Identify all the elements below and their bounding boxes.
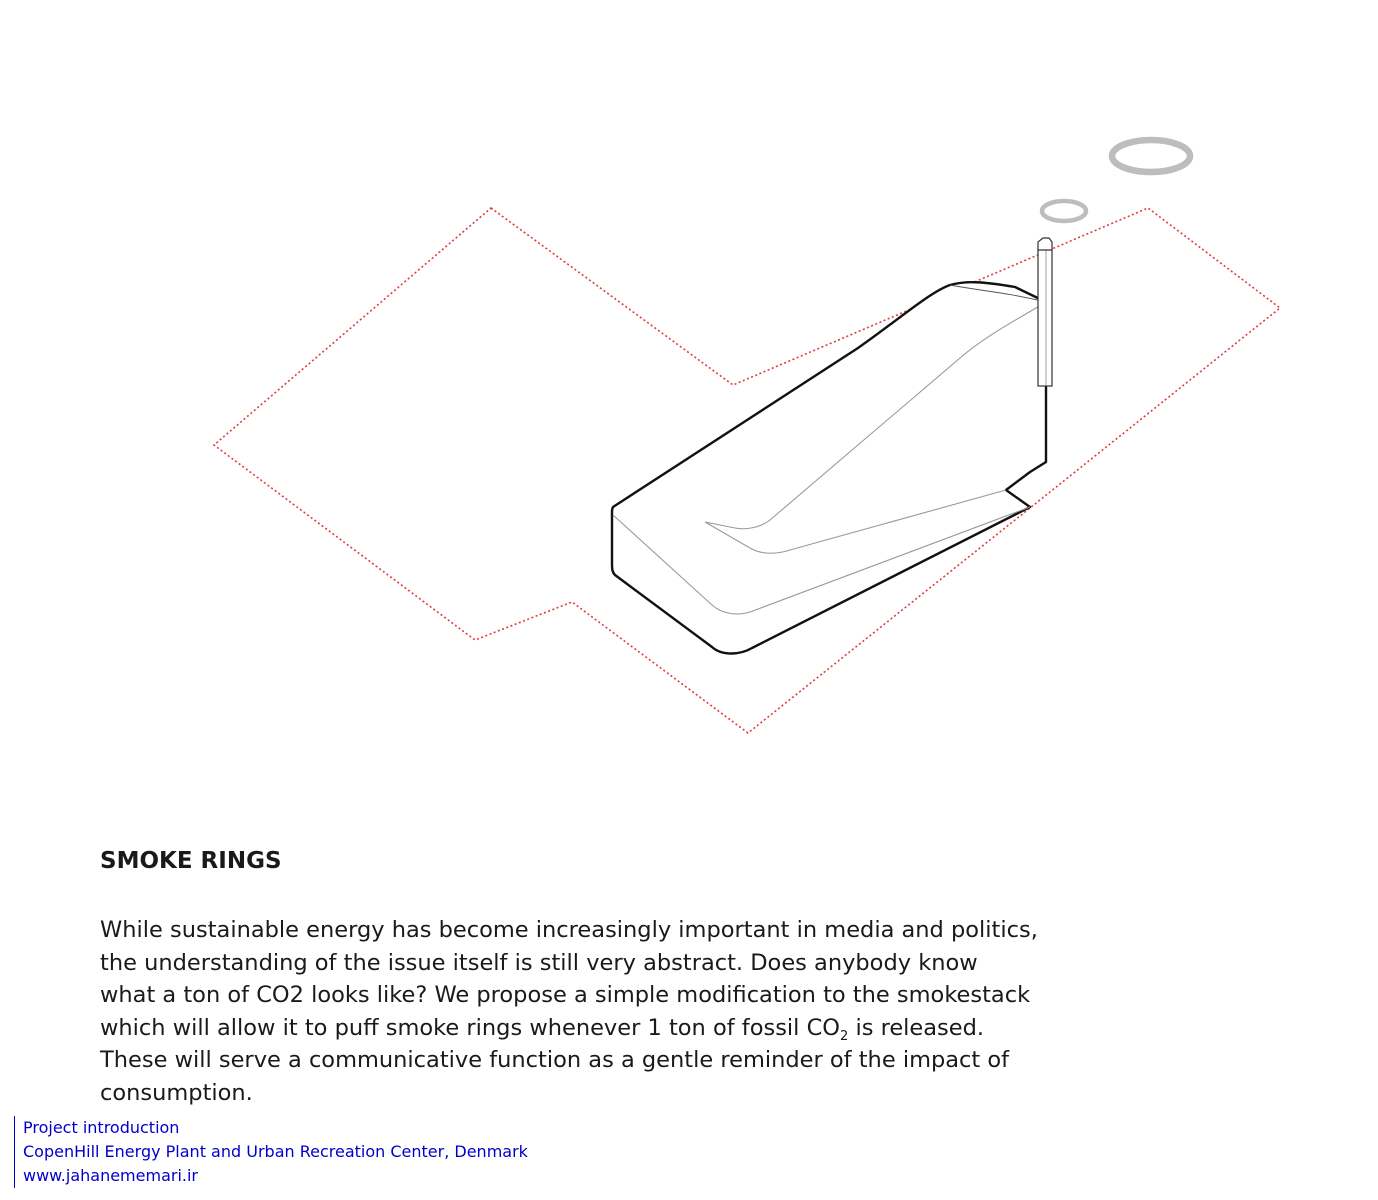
smoke-ring-large (1112, 140, 1190, 172)
paragraph-line: consumption. (100, 1079, 253, 1106)
paragraph-fragment: is released. (848, 1014, 985, 1041)
co2-subscript: 2 (840, 1028, 849, 1044)
source-footer (14, 1116, 528, 1188)
smokestack (1038, 248, 1052, 386)
paragraph-fragment: which will allow it to puff smoke rings whenever 1 ton of fossil CO (100, 1014, 841, 1041)
paragraph-line: These will serve a communicative function as a gentle reminder of the impact of (100, 1047, 1010, 1074)
description-paragraph (100, 914, 1060, 1110)
smoke-ring-small (1042, 201, 1086, 221)
building-outline (612, 282, 1046, 653)
footer-label: Project introduction (23, 1118, 180, 1137)
smokestack-cap (1038, 238, 1052, 250)
footer-project-name: CopenHill Energy Plant and Urban Recreation Center, Denmark (23, 1142, 528, 1161)
section-heading: SMOKE RINGS (100, 848, 282, 874)
paragraph-line: the understanding of the issue itself is still very abstract. Does anybody know (100, 949, 978, 976)
paragraph-line: While sustainable energy has become increasingly important in media and politics, (100, 917, 1038, 943)
footer-website: www.jahanememari.ir (23, 1166, 199, 1185)
paragraph-line: what a ton of CO2 looks like? We propose a simple modification to the smokestack (100, 982, 1031, 1009)
paragraph-line (100, 1012, 1060, 1045)
